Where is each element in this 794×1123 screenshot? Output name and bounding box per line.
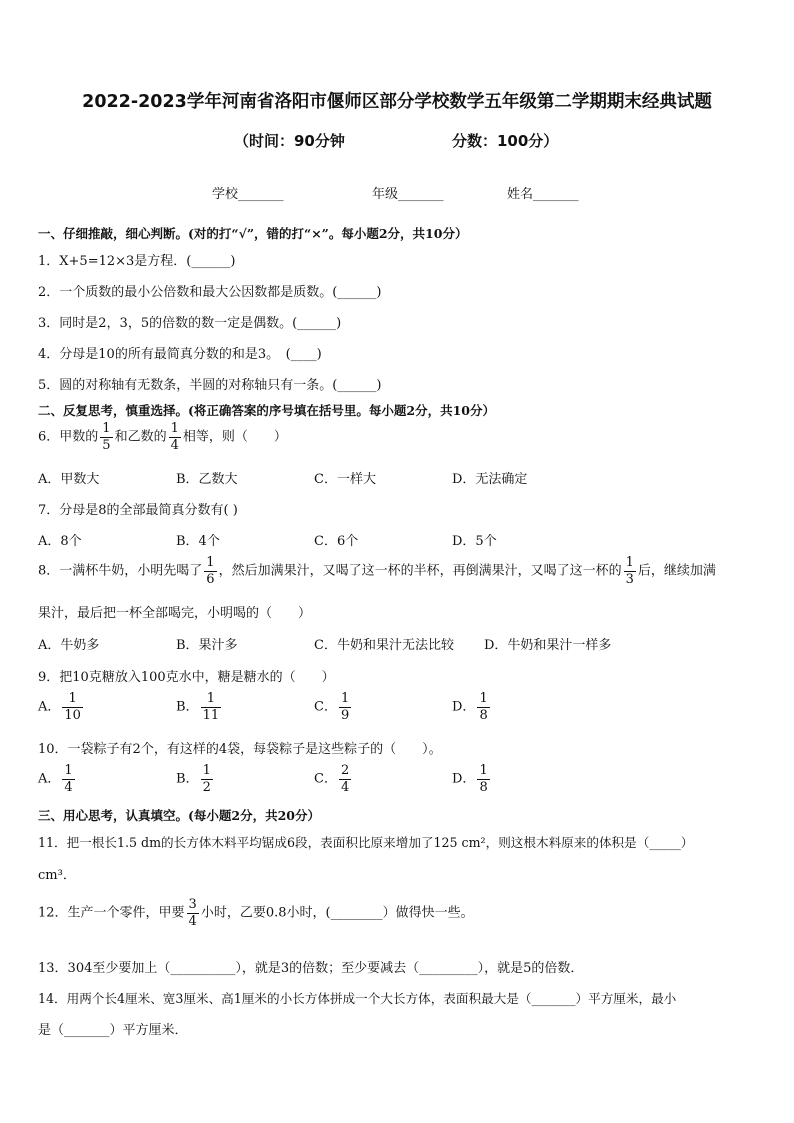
- q10-option-c: [314, 764, 353, 794]
- q6-fraction-1: [100, 422, 112, 452]
- fraction-denominator: 4: [64, 779, 73, 795]
- question-5: 5．圆的对称轴有无数条，半圆的对称轴只有一条。(______): [38, 378, 382, 393]
- question-1: 1．X+5=12×3是方程．(______): [38, 254, 236, 269]
- fraction-denominator: 4: [188, 913, 197, 929]
- question-12: [38, 898, 474, 928]
- q8-fraction-1: [204, 556, 216, 586]
- question-4: 4．分母是10的所有最简真分数的和是3。 (____): [38, 347, 322, 362]
- section-2-heading: 二、反复思考，慎重选择。(将正确答案的序号填在括号里。每小题2分，共10分）: [38, 403, 496, 418]
- section-1-heading: 一、仔细推敲，细心判断。(对的打“√”，错的打“×”。每小题2分，共10分）: [38, 226, 468, 241]
- option-fraction: [477, 764, 489, 794]
- option-label: A．: [38, 771, 61, 787]
- q7-option-d: D．5个: [452, 534, 497, 549]
- q8-option-d: D．牛奶和果汁一样多: [484, 638, 612, 653]
- q7-option-a: A．8个: [38, 534, 82, 549]
- exam-score: 分数：100分）: [452, 132, 559, 150]
- fraction-denominator: 4: [340, 779, 350, 795]
- fraction-numerator: 3: [188, 897, 197, 912]
- option-fraction: [201, 692, 222, 722]
- fraction-numerator: 1: [340, 691, 350, 706]
- option-label: D．: [452, 699, 476, 715]
- q12-text-pre: 12．生产一个零件，甲要: [38, 905, 185, 921]
- fraction-numerator: 2: [340, 763, 350, 778]
- name-field[interactable]: 姓名_______: [507, 187, 579, 202]
- q12-fraction: [187, 898, 199, 928]
- question-11-line-2: cm³．: [38, 868, 76, 883]
- q7-option-c: C．6个: [314, 534, 359, 549]
- question-7: 7．分母是8的全部最简真分数有( ): [38, 503, 238, 518]
- q10-option-b: [176, 764, 215, 794]
- school-field[interactable]: 学校_______: [212, 187, 284, 202]
- fraction-numerator: 1: [202, 763, 211, 778]
- fraction-denominator: 8: [479, 707, 488, 723]
- q6-option-a: A．甲数大: [38, 472, 100, 487]
- fraction-denominator: 3: [625, 571, 634, 587]
- q7-option-b: B．4个: [176, 534, 220, 549]
- q8-text-pre: 8．一满杯牛奶，小明先喝了: [38, 563, 203, 579]
- question-9: 9．把10克糖放入100克水中，糖是糖水的（ ）: [38, 670, 335, 685]
- fraction-numerator: 1: [479, 763, 488, 778]
- question-14-line-2: 是（_______）平方厘米．: [38, 1023, 188, 1038]
- option-fraction: [62, 692, 83, 722]
- q8-text-post: 后，继续加满: [637, 563, 716, 579]
- option-fraction: [62, 764, 74, 794]
- section-3-heading: 三、用心思考，认真填空。(每小题2分，共20分）: [38, 808, 321, 823]
- q9-option-d: [452, 692, 492, 722]
- option-fraction: [201, 764, 213, 794]
- fraction-denominator: 4: [170, 437, 179, 453]
- q8-option-a: A．牛奶多: [38, 638, 100, 653]
- option-label: C．: [314, 771, 337, 787]
- fraction-denominator: 8: [479, 779, 488, 795]
- question-13: 13．304至少要加上（__________），就是3的倍数；至少要减去（_________），就是5的倍数．: [38, 961, 584, 976]
- question-14: 14．用两个长4厘米、宽3厘米、高1厘米的小长方体拼成一个大长方体，表面积最大是（_______）平方厘米，最小: [38, 991, 677, 1006]
- fraction-denominator: 11: [202, 707, 220, 723]
- question-3: 3．同时是2，3，5的倍数的数一定是偶数。(______): [38, 316, 342, 331]
- fraction-numerator: 1: [206, 691, 215, 706]
- question-10: 10．一袋粽子有2个，有这样的4袋，每袋粽子是这些粽子的（ ）。: [38, 742, 442, 757]
- q6-option-c: C．一样大: [314, 472, 376, 487]
- option-fraction: [477, 692, 489, 722]
- option-label: B．: [176, 771, 199, 787]
- fraction-numerator: 1: [64, 763, 73, 778]
- option-label: C．: [314, 699, 337, 715]
- q8-option-b: B．果汁多: [176, 638, 238, 653]
- option-fraction: [339, 764, 351, 794]
- q9-option-b: [176, 692, 223, 722]
- fraction-denominator: 5: [102, 437, 111, 453]
- fraction-denominator: 10: [64, 707, 81, 723]
- q10-option-a: [38, 764, 77, 794]
- q10-option-d: [452, 764, 492, 794]
- question-11: 11．把一根长1.5 dm的长方体木料平均锯成6段，表面积比原来增加了125 cm²，则这根木料原来的体积是（_____）: [38, 835, 694, 850]
- question-8-line-2: 果汁，最后把一杯全部喝完，小明喝的（ ）: [38, 606, 312, 621]
- fraction-numerator: 1: [479, 691, 488, 706]
- fraction-denominator: 2: [202, 779, 211, 795]
- question-6: [38, 422, 287, 452]
- grade-field[interactable]: 年级_______: [372, 187, 444, 202]
- fraction-numerator: 1: [170, 421, 179, 436]
- fraction-numerator: 1: [102, 421, 111, 436]
- question-8: [38, 556, 716, 586]
- exam-time: （时间：90分钟: [234, 132, 345, 150]
- option-fraction: [339, 692, 351, 722]
- q6-text-pre: 6．甲数的: [38, 429, 99, 445]
- fraction-denominator: 6: [206, 571, 215, 587]
- q6-fraction-2: [169, 422, 181, 452]
- fraction-denominator: 9: [340, 707, 350, 723]
- q6-text-post: 相等，则（ ）: [182, 429, 287, 445]
- q9-option-a: [38, 692, 85, 722]
- q6-text-mid: 和乙数的: [114, 429, 167, 445]
- fraction-numerator: 1: [206, 555, 215, 570]
- fraction-numerator: 1: [625, 555, 634, 570]
- q6-option-b: B．乙数大: [176, 472, 238, 487]
- fraction-numerator: 1: [68, 691, 77, 706]
- q8-fraction-2: [624, 556, 636, 586]
- question-2: 2．一个质数的最小公倍数和最大公因数都是质数。(______): [38, 285, 382, 300]
- q12-text-post: 小时，乙要0.8小时，(________）做得快一些。: [200, 905, 474, 921]
- option-label: D．: [452, 771, 476, 787]
- option-label: A．: [38, 699, 61, 715]
- option-label: B．: [176, 699, 199, 715]
- q6-option-d: D．无法确定: [452, 472, 528, 487]
- q8-text-mid: ，然后加满果汁，又喝了这一杯的半杯，再倒满果汁，又喝了这一杯的: [218, 563, 622, 579]
- page-title: 2022-2023学年河南省洛阳市偃师区部分学校数学五年级第二学期期末经典试题: [82, 92, 712, 112]
- q9-option-c: [314, 692, 353, 722]
- q8-option-c: C．牛奶和果汁无法比较: [314, 638, 454, 653]
